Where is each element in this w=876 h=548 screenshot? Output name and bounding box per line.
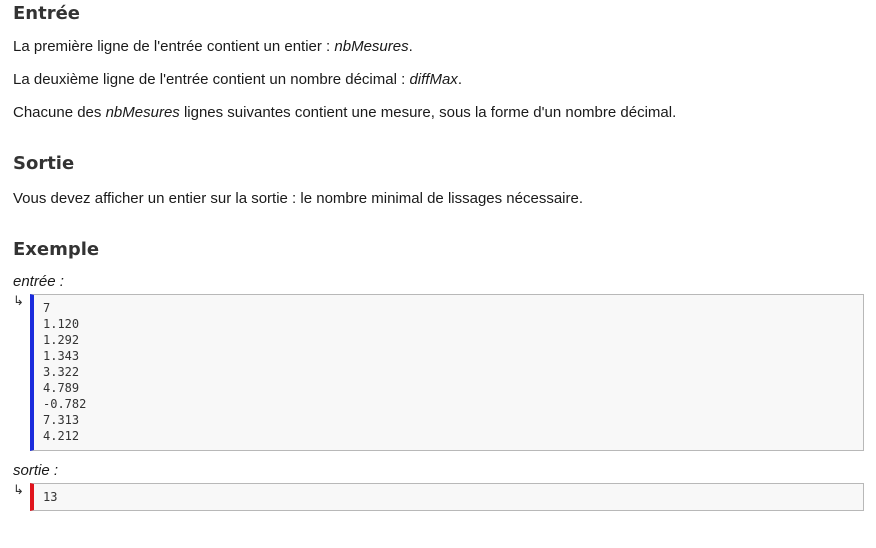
code-line: 13: [43, 490, 58, 504]
input-line1-desc: [13, 37, 864, 57]
section-title-input: Entrée: [13, 3, 81, 24]
variable-name: diffMax: [409, 71, 458, 88]
code-line: 7: [43, 301, 51, 315]
section-title-example: Exemple: [13, 239, 100, 260]
code-line: 3.322: [43, 365, 80, 379]
example-input-row: [13, 294, 864, 451]
return-arrow-icon: ↳: [13, 483, 24, 498]
text: La deuxième ligne de l'entrée contient un nombre décimal :: [13, 71, 410, 88]
return-arrow-icon: ↳: [13, 294, 24, 309]
text: .: [457, 71, 462, 88]
code-line: 1.292: [43, 333, 80, 347]
code-line: 7.313: [43, 413, 80, 427]
example-output-row: [13, 483, 864, 511]
code-line: 1.120: [43, 317, 80, 331]
section-title-output: Sortie: [13, 153, 75, 174]
example-output-code[interactable]: [30, 483, 864, 511]
variable-name: nbMesures: [105, 104, 180, 121]
example-input-code[interactable]: [30, 294, 864, 451]
example-output-label: sortie :: [13, 462, 59, 479]
code-line: 1.343: [43, 349, 80, 363]
text: La première ligne de l'entrée contient un entier :: [13, 38, 335, 55]
code-line: 4.789: [43, 381, 80, 395]
variable-name: nbMesures: [334, 38, 409, 55]
text: Chacune des: [13, 104, 106, 121]
output-desc: Vous devez afficher un entier sur la sortie : le nombre minimal de lissages nécessaire.: [13, 190, 584, 207]
code-line: 4.212: [43, 429, 80, 443]
input-line3-desc: [13, 103, 864, 123]
code-line: -0.782: [43, 397, 87, 411]
input-line2-desc: [13, 70, 864, 90]
text: .: [408, 38, 413, 55]
example-input-label: entrée :: [13, 273, 64, 290]
text: lignes suivantes contient une mesure, sous la forme d'un nombre décimal.: [179, 104, 677, 121]
